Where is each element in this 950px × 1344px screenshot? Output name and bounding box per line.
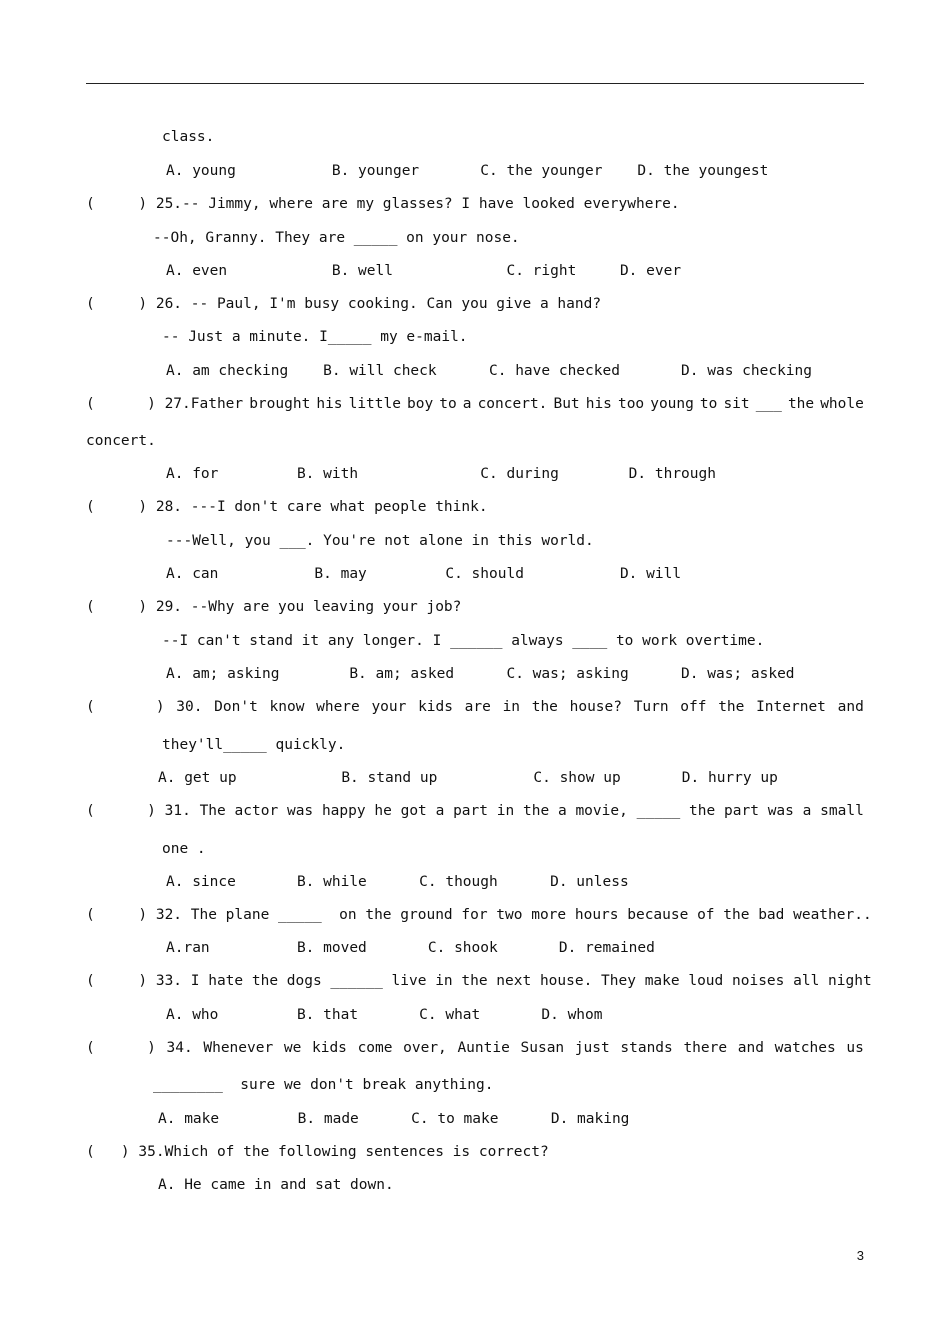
- q28-options: A. can B. may C. should D. will: [166, 566, 682, 582]
- q29-options: A. am; asking B. am; asked C. was; asking D. was; asked: [166, 666, 795, 682]
- q30-continuation: they'll_____ quickly.: [162, 737, 346, 753]
- q31-continuation: one .: [162, 841, 206, 857]
- q30-stem: ( ) 30. Don't know where your kids are in the house? Turn off the Internet and: [86, 699, 864, 715]
- q32-stem: ( ) 32. The plane _____ on the ground for two more hours because of the bad weather..: [86, 907, 872, 923]
- q26-options: A. am checking B. will check C. have checked D. was checking: [166, 363, 813, 379]
- q32-options: A.ran B. moved C. shook D. remained: [166, 940, 655, 956]
- q27-options: A. for B. with C. during D. through: [166, 466, 716, 482]
- q33-options: A. who B. that C. what D. whom: [166, 1007, 603, 1023]
- q24-options: A. young B. younger C. the younger D. the youngest: [166, 163, 769, 179]
- q31-stem: ( ) 31. The actor was happy he got a part in the a movie, _____ the part was a small: [86, 803, 864, 819]
- q24-continuation: class.: [162, 129, 215, 145]
- q34-options: A. make B. made C. to make D. making: [158, 1111, 630, 1127]
- q25-reply: --Oh, Granny. They are _____ on your nose.: [153, 230, 520, 246]
- q25-options: A. even B. well C. right D. ever: [166, 263, 682, 279]
- q35-stem: ( ) 35.Which of the following sentences is correct?: [86, 1144, 549, 1160]
- q30-options: A. get up B. stand up C. show up D. hurry up: [158, 770, 778, 786]
- q31-options: A. since B. while C. though D. unless: [166, 874, 629, 890]
- header-rule: [86, 83, 864, 84]
- q27-stem: ( ) 27.Father brought his little boy to a concert. But his too young to sit ___ the whole: [86, 396, 864, 412]
- q29-reply: --I can't stand it any longer. I ______ always ____ to work overtime.: [162, 633, 765, 649]
- q35-option-a: A. He came in and sat down.: [158, 1177, 394, 1193]
- q33-stem: ( ) 33. I hate the dogs ______ live in the next house. They make loud noises all night: [86, 973, 872, 989]
- q27-continuation: concert.: [86, 433, 156, 449]
- q28-stem: ( ) 28. ---I don't care what people think.: [86, 499, 488, 515]
- q34-continuation: ________ sure we don't break anything.: [153, 1077, 494, 1093]
- q34-stem: ( ) 34. Whenever we kids come over, Auntie Susan just stands there and watches us: [86, 1040, 864, 1056]
- q26-reply: -- Just a minute. I_____ my e-mail.: [162, 329, 468, 345]
- q29-stem: ( ) 29. --Why are you leaving your job?: [86, 599, 462, 615]
- q26-stem: ( ) 26. -- Paul, I'm busy cooking. Can you give a hand?: [86, 296, 602, 312]
- q28-reply: ---Well, you ___. You're not alone in this world.: [166, 533, 594, 549]
- page-number: 3: [856, 1248, 864, 1263]
- q25-stem: ( ) 25.-- Jimmy, where are my glasses? I have looked everywhere.: [86, 196, 680, 212]
